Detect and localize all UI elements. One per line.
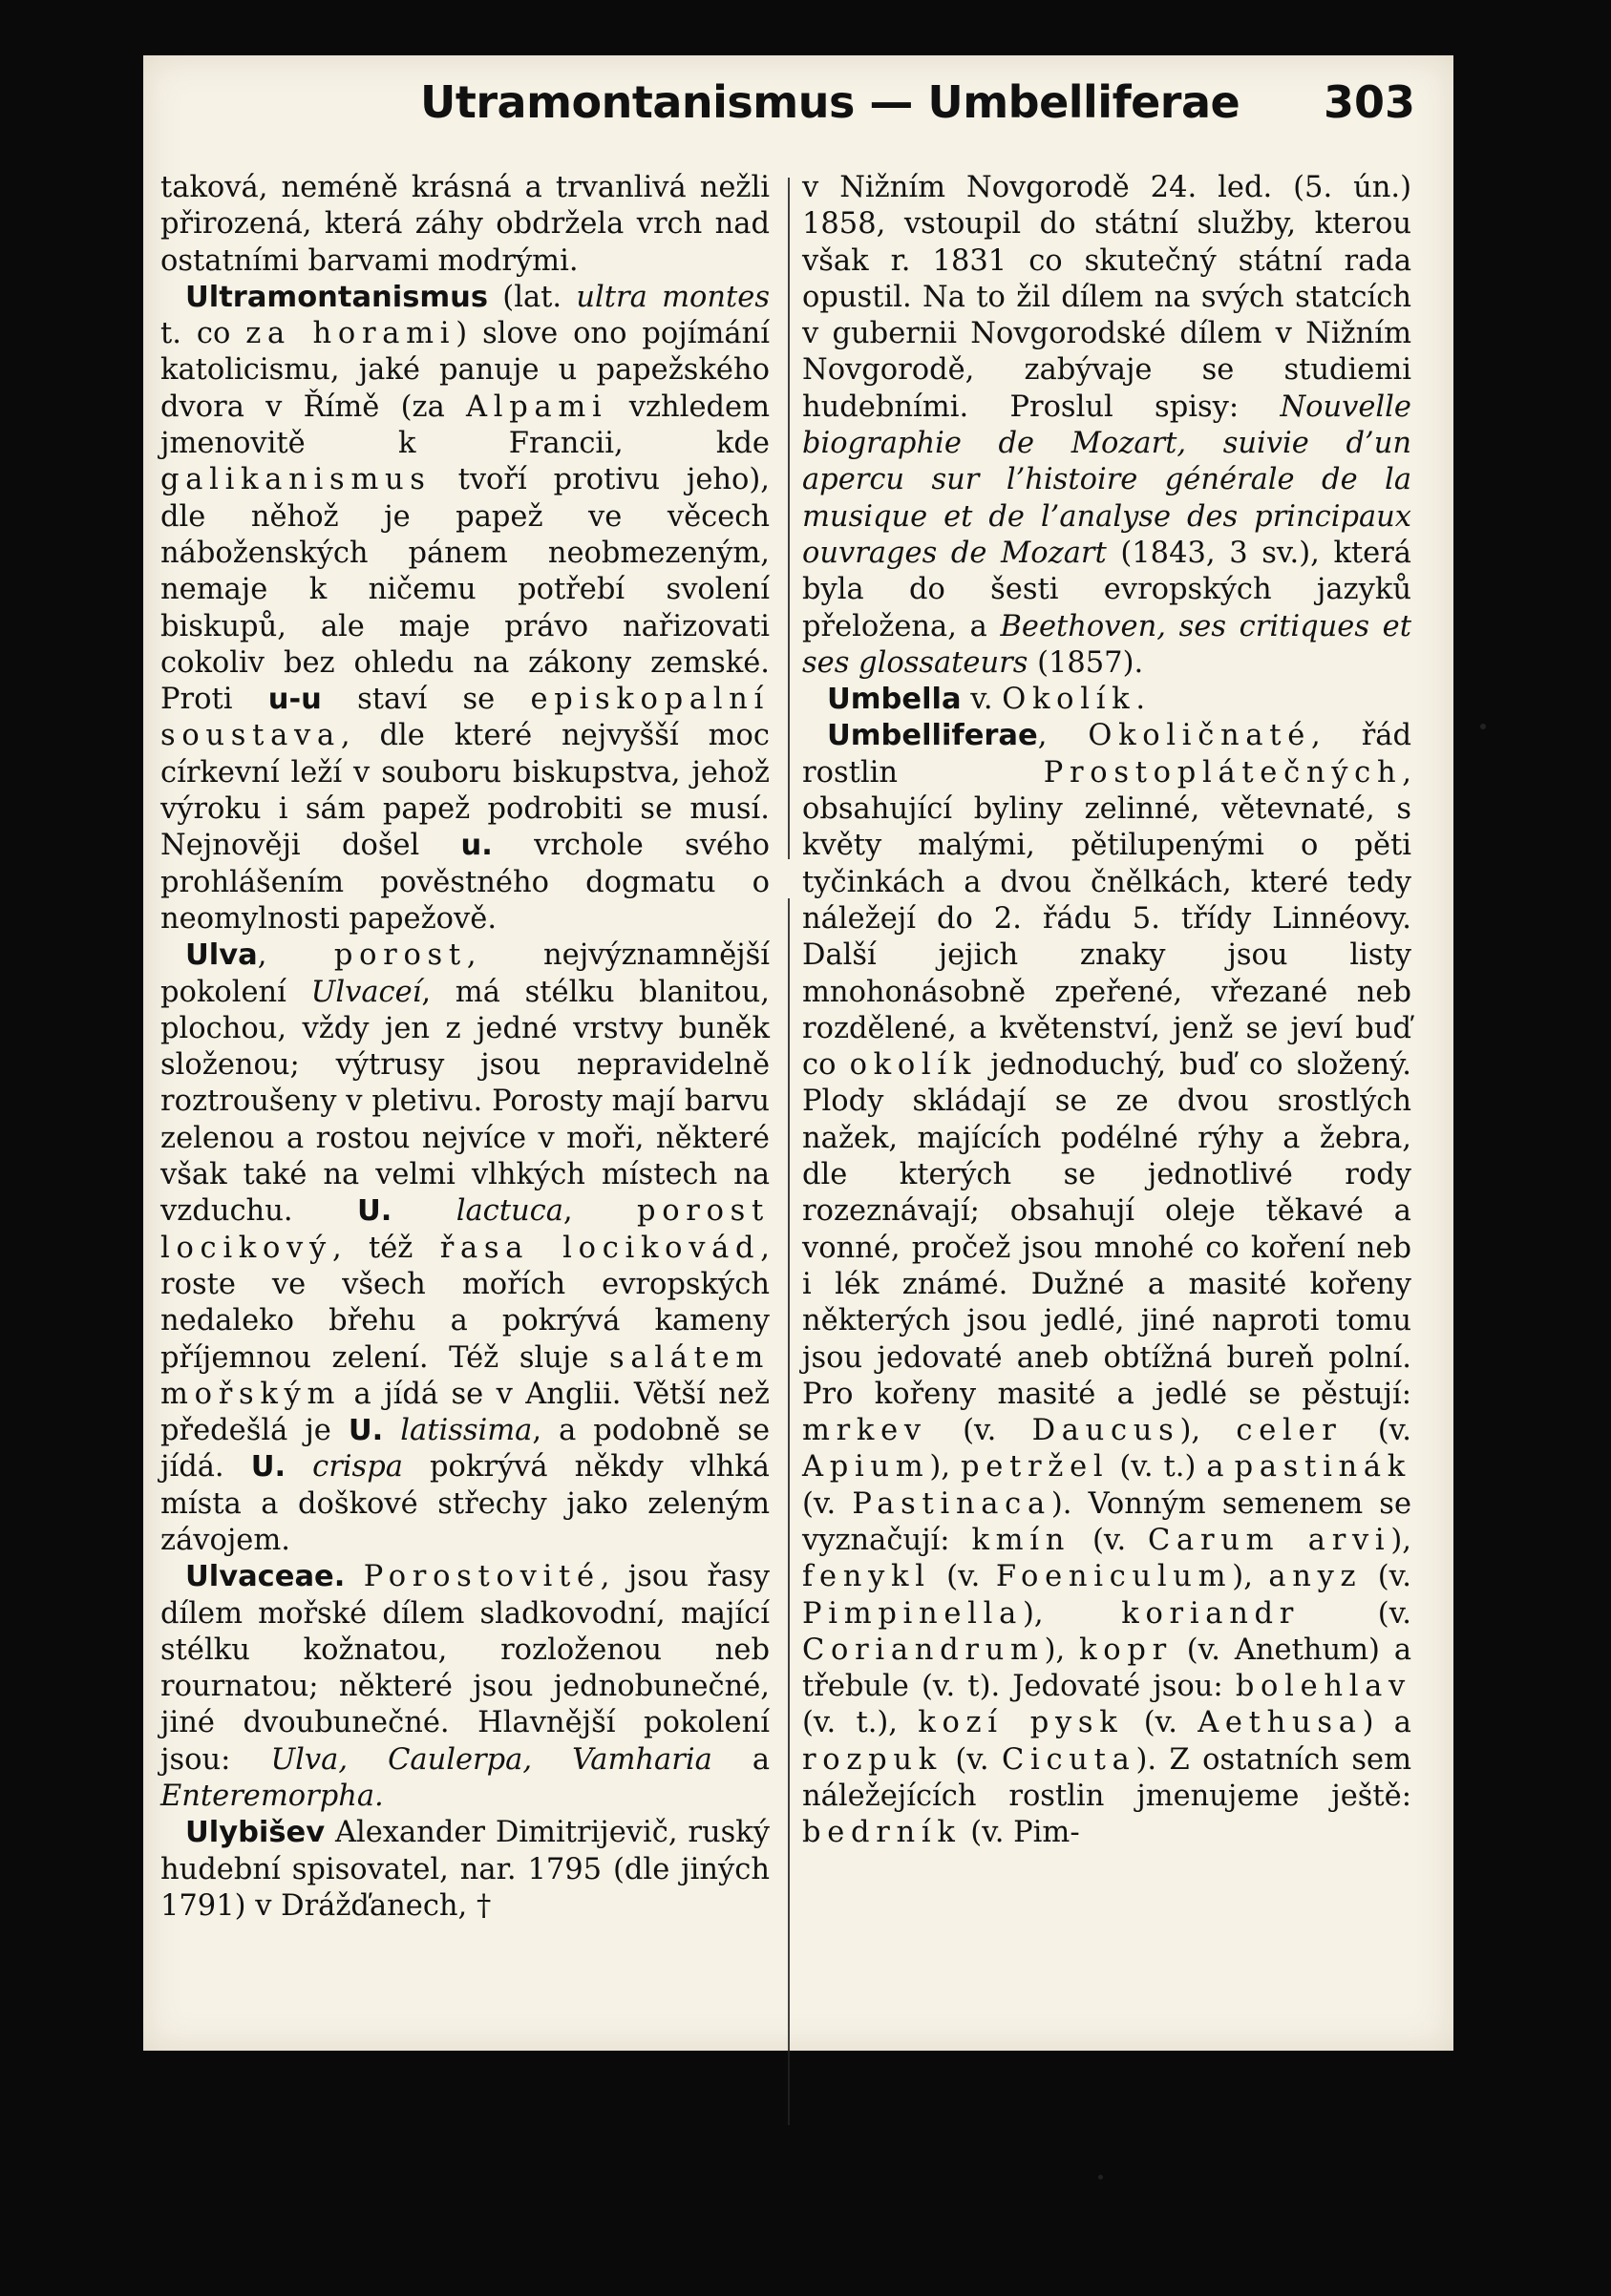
entry-umbelliferae: Umbelliferae, Okoličnaté, řád rostlin Prostoplátečných, obsahující byliny zelinné, větevnaté, s květy malými, pětilupenými o pěti tyčinkách a dvou čnělkách, které tedy náležejí do 2. řádu 5. třídy Linnéovy. Další jejich znaky jsou listy mnohonásobně zpeřené, vřezané neb rozdělené, a květenství, jenž se jeví buď co okolík jednoduchý, buď co složený. Plody skládají se ze dvou srostlých nažek, majících podélné rýhy a žebra, dle kterých se jednotlivé rody rozeznávají; obsahují oleje těkavé a vonné, pročež jsou mnohé co koření neb i lék známé. Dužné a masité kořeny některých jsou jedlé, jiné naproti tomu jsou jedovaté aneb obtížná bureň polní. Pro kořeny masité a jedlé se pěstují: mrkev (v. Daucus), celer (v. Apium), petržel (v. t.) a pastinák (v. Pastinaca). Vonným semenem se vyznačují: kmín (v. Carum arvi), fenykl (v. Foeniculum), anyz (v. Pimpinella), koriandr (v. Coriandrum), kopr (v. Anethum) a třebule (v. t). Jedovaté jsou: bolehlav (v. t.), kozí pysk (v. Aethusa) a rozpuk (v. Cicuta). Z ostatních sem náležejících rostlin jmenujeme ještě: bedrník (v. Pim- [802,719,1412,1850]
right-column [802,170,1411,1852]
print-speck [1098,2175,1103,2180]
continued-text: v Nižním Novgorodě 24. led. (5. ún.) 1858, vstoupil do státní služby, kterou však r. 1831 co skutečný státní rada opustil. Na to žil dílem na svých statcích v gubernii Novgorodské dílem v Nižním Novgorodě, zabývaje se studiemi hudebními. Proslul spisy: Nouvelle biographie de Mozart, suivie d’un apercu sur l’histoire générale de la musique et de l’analyse des principaux ouvrages de Mozart (1843, 3 sv.), která byla do šesti evropských jazyků přeložena, a Beethoven, ses critiques et ses glossateurs (1857). [802,171,1411,680]
entry-ulvaceae: Ulvaceae. Porostovité, jsou řasy dílem mořské dílem sladkovodní, mající stélku kožnatou, rozloženou neb rournatou; některé jsou jednobunečné, jiné dvoubunečné. Hlavnější pokolení jsou: Ulva, Caulerpa, Vamharia a Enteremorpha. [160,1560,770,1814]
print-speck [1480,724,1486,729]
column-divider [788,178,790,2125]
entry-ulva: Ulva, porost, nejvýznamnější pokolení Ulvaceí, má stélku blanitou, plochou, vždy jen z jedné vrstvy buněk složenou; výtrusy jsou nepravidelně roztroušeny v pletivu. Porosty mají barvu zelenou a rostou nejvíce v moři, některé však také na velmi vlhkých místech na vzduchu. U. lactuca, porost locikový, též řasa locikovád, roste ve všech mořích evropských nedaleko břehu a pokrývá kameny příjemnou zelení. Též sluje salátem mořským a jídá se v Anglii. Větší než předešlá je U. latissima, a podobně se jídá. U. crispa pokrývá někdy vlhká místa a doškové střechy jako zeleným závojem. [160,938,771,1557]
headword: Ulybišev [185,1816,326,1850]
left-column [160,170,770,1925]
page-header [143,76,1453,143]
entry-ulybisev: Ulybišev Alexander Dimitrijevič, ruský hudební spisovatel, nar. 1795 (dle jiných 1791) v Drážďanech, † [160,1816,770,1923]
continued-text: taková, neméně krásná a trvanlivá nežli přirozená, která záhy obdržela vrch nad ostatními barvami modrými. [160,171,770,278]
headword: Ulvaceae. [185,1560,346,1594]
headword: Umbelliferae [827,719,1038,753]
headword: Ultramontanismus [185,280,489,314]
headword: Ulva [185,938,258,973]
entry-ultramontanismus: Ultramontanismus (lat. ultra montes t. co za horami) slove ono pojímání katolicismu, jaké panuje u papežského dvora v Římě (za Alpami vzhledem jmenovitě k Francii, kde galikanismus tvoří protivu jeho), dle něhož je papež ve věcech náboženských pánem neobmezeným, nemaje k ničemu potřebí svolení biskupů, ale maje právo nařizovati cokoliv bez ohledu na zákony zemské. Proti u-u staví se episkopalní soustava, dle které nejvyšší moc církevní leží v souboru biskupstva, jehož výroku i sám papež podrobiti se musí. Nejnověji došel u. vrchole svého prohlášením pověstného dogmatu o neomylnosti papežově. [160,280,771,936]
headword: Umbella [827,683,962,717]
entry-umbella: Umbella v. Okolík. [827,683,1146,717]
running-title: Utramontanismus — Umbelliferae [420,76,1240,128]
page-paper [143,55,1453,2051]
page-number: 303 [1323,76,1415,128]
